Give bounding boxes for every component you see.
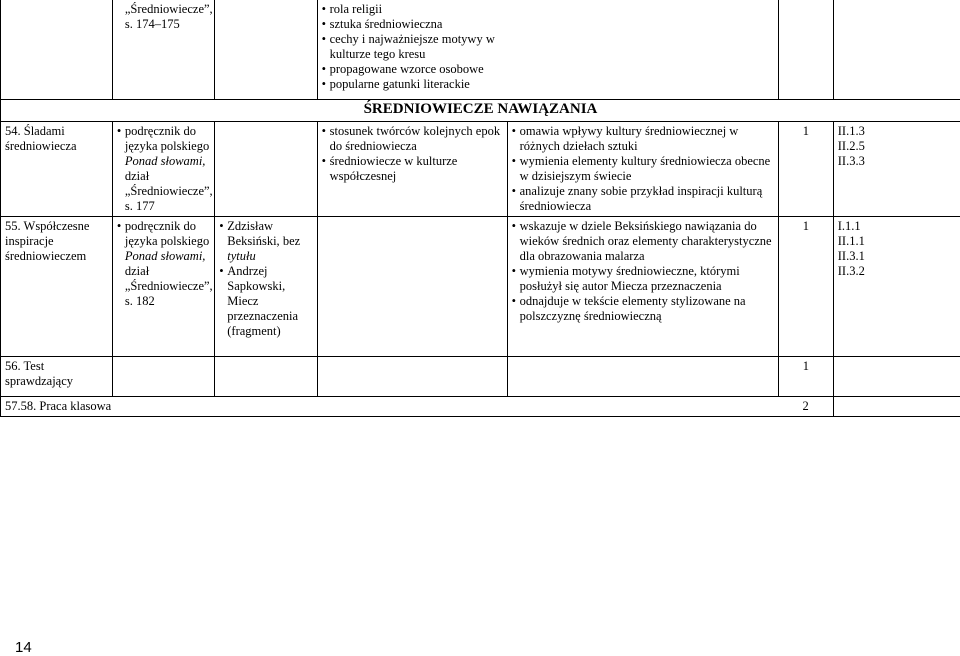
topics-cell — [317, 0, 778, 99]
materials-chapter: „Średniowiecze”, — [124, 2, 213, 16]
section-title: ŚREDNIOWIECZE NAWIĄZANIA — [1, 99, 960, 121]
hours-cell: 1 — [778, 216, 833, 356]
table-row — [1, 121, 960, 216]
hours-cell: 2 — [778, 396, 833, 416]
list-item: • odnajduje w tekście elementy stylizowane na polszczyznę średniowieczną — [512, 294, 774, 324]
list-item: • rola religii — [322, 2, 500, 17]
list-item: • podręcznik do — [117, 219, 210, 234]
materials-cell: • podręcznik do języka polskiego Ponad słowami, dział „Średniowiecze”, s. 177 — [112, 121, 214, 216]
requirements-cell: II.1.3 II.2.5 II.3.3 — [833, 121, 960, 216]
table-row — [1, 0, 960, 99]
list-item: • średniowiecze w kulturze współczesnej — [322, 154, 503, 184]
lesson-cell: 57.58. Praca klasowa — [1, 396, 779, 416]
list-item: • analizuje znany sobie przykład inspiracji kulturą średniowiecza — [512, 184, 774, 214]
list-item: • omawia wpływy kultury średniowiecznej w różnych dziełach sztuki — [512, 124, 774, 154]
list-item: • propagowane wzorce osobowe — [322, 62, 500, 77]
lesson-cell: 55. Współczesne inspiracje średniowieczem — [1, 216, 113, 356]
texts-cell — [215, 216, 317, 356]
section-header-row — [1, 99, 960, 121]
list-item: • sztuka średniowieczna — [322, 17, 500, 32]
list-item: • Zdzisław Beksiński, bez tytułu — [219, 219, 312, 264]
materials-cell — [112, 0, 214, 99]
table-row — [1, 216, 960, 356]
list-item: • wymienia motywy średniowieczne, którymi posłużył się autor Miecza przeznaczenia — [512, 264, 774, 294]
page-number: 14 — [15, 639, 32, 656]
list-item: • cechy i najważniejsze motywy w kulturze tego kresu — [322, 32, 500, 62]
goals-cell — [507, 216, 778, 356]
topics-cell — [317, 121, 507, 216]
table-row — [1, 356, 960, 396]
list-item: • stosunek twórców kolejnych epok do średniowiecza — [322, 124, 503, 154]
list-item: • wskazuje w dziele Beksińskiego nawiązania do wieków średnich oraz elementy charakterystyczne dla obrazowania malarza — [512, 219, 774, 264]
list-item: • wymienia elementy kultury średniowiecza obecne w dzisiejszym świecie — [512, 154, 774, 184]
materials-pages: s. 174–175 — [124, 17, 180, 31]
materials-cell: • podręcznik do języka polskiego Ponad słowami, dział „Średniowiecze”, s. 182 — [112, 216, 214, 356]
goals-cell — [507, 121, 778, 216]
textbook-title: Ponad słowami, — [124, 153, 206, 168]
hours-cell: 1 — [778, 356, 833, 396]
table-row — [1, 396, 960, 416]
list-item: • Andrzej Sapkowski, Miecz przeznaczenia (fragment) — [219, 264, 312, 339]
requirements-cell: I.1.1 II.1.1 II.3.1 II.3.2 — [833, 216, 960, 356]
textbook-title: Ponad słowami, — [124, 248, 206, 263]
lesson-cell: 56. Test sprawdzający — [1, 356, 113, 396]
list-item: • popularne gatunki literackie — [322, 77, 500, 92]
hours-cell: 1 — [778, 121, 833, 216]
lesson-cell: 54. Śladami średniowiecza — [1, 121, 113, 216]
list-item: • podręcznik do — [117, 124, 210, 139]
